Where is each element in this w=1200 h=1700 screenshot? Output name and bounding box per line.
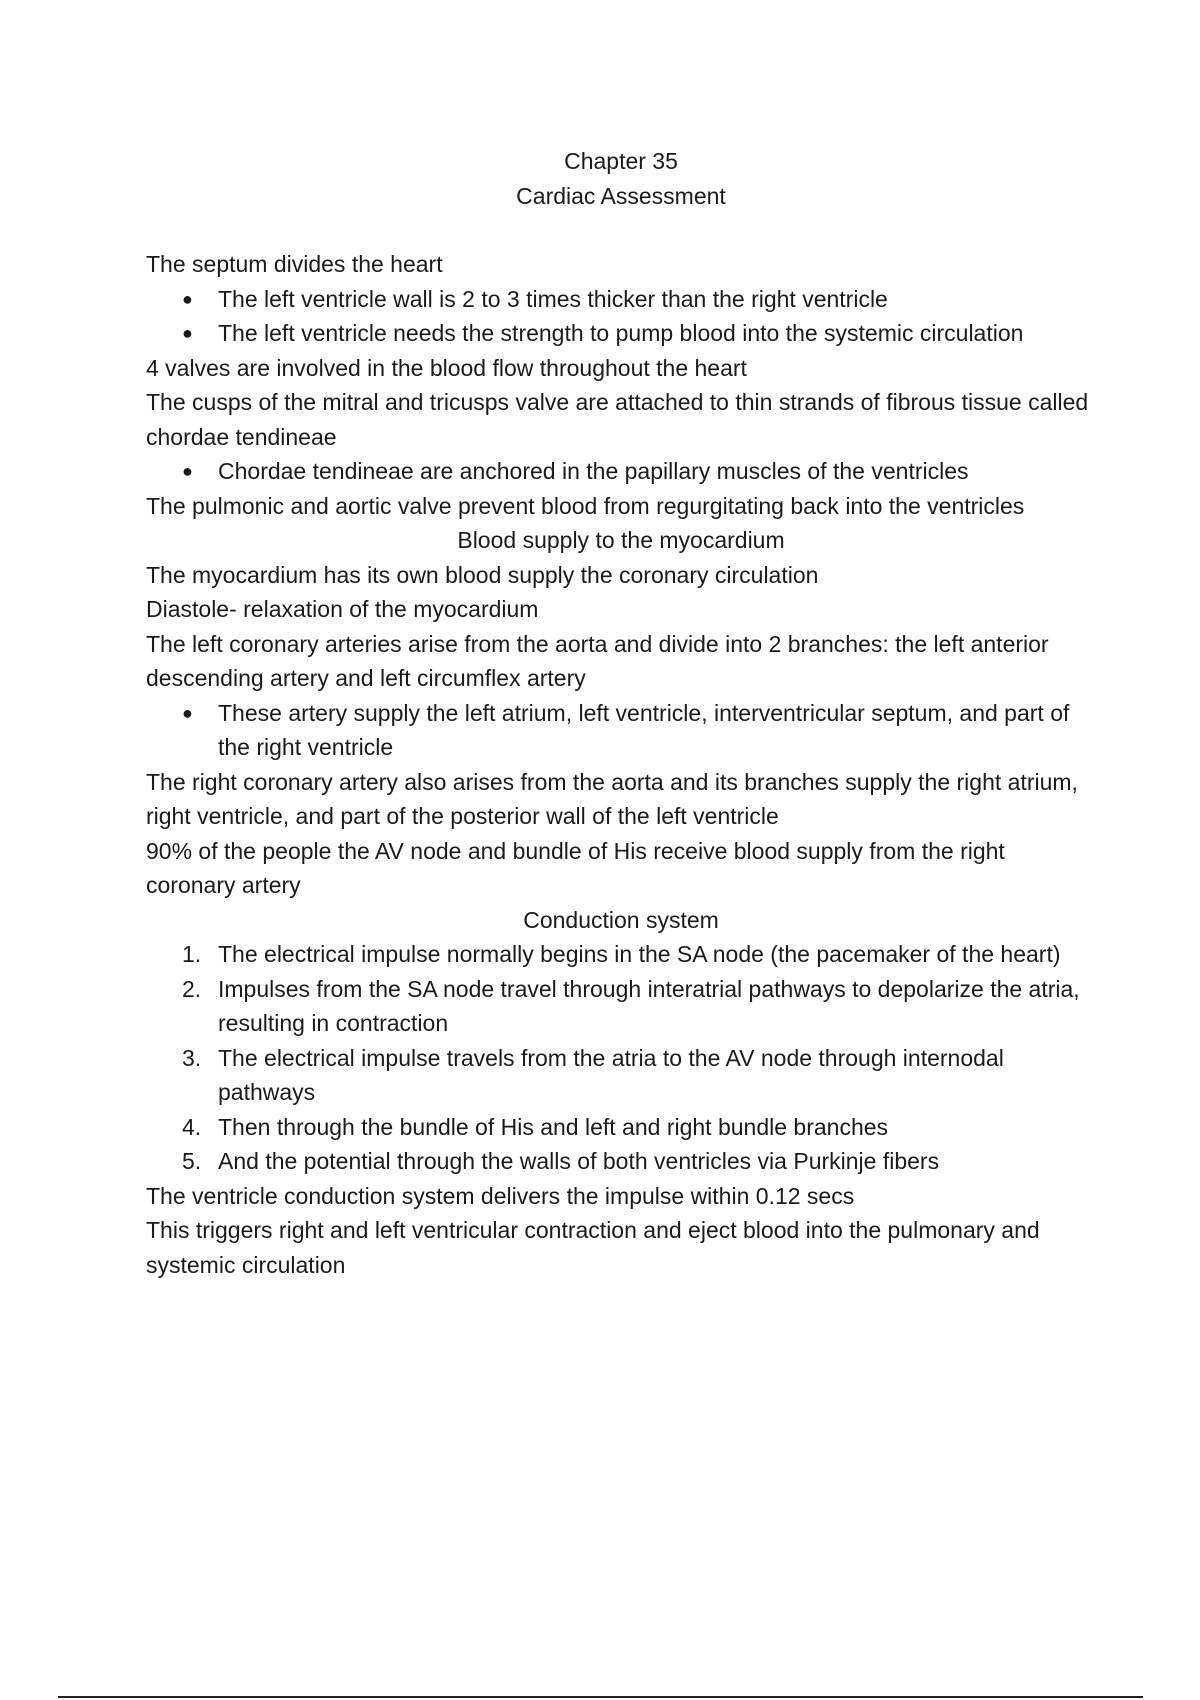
numbered-list-conduction [146,937,1096,1179]
list-number: 1. [182,941,202,967]
paragraph-pulmonic: The pulmonic and aortic valve prevent blood from regurgitating back into the ventricles [146,492,1025,519]
paragraph-valves: 4 valves are involved in the blood flow throughout the heart [146,354,747,381]
list-item-text: The electrical impulse travels from the atria to the AV node through internodal pathways [218,1044,1004,1105]
bullet-icon: ● [182,288,193,309]
list-item [146,937,1096,972]
list-item [146,696,1096,765]
list-number: 2. [182,975,202,1002]
list-item [146,282,1096,317]
paragraph-av-node: 90% of the people the AV node and bundle of His receive blood supply from the right coronary artery [146,837,1005,898]
list-number: 3. [182,1044,202,1071]
list-number: 5. [182,1148,202,1174]
list-item-text: The left ventricle wall is 2 to 3 times thicker than the right ventricle [218,285,888,312]
paragraph-septum: The septum divides the heart [146,251,443,277]
list-item [146,1041,1096,1110]
paragraph-diastole: Diastole- relaxation of the myocardium [146,596,539,622]
paragraph-right-coronary: The right coronary artery also arises from the aorta and its branches supply the right atrium, right ventricle, and part of the posterior wall of the left ventricle [146,768,1078,829]
paragraph-myocardium: The myocardium has its own blood supply the coronary circulation [146,561,819,588]
title-block [146,144,1096,213]
list-item-text: And the potential through the walls of both ventricles via Purkinje fibers [218,1148,940,1174]
paragraph-cusps: The cusps of the mitral and tricusps valve are attached to thin strands of fibrous tissue called chordae tendineae [146,389,1089,450]
bullet-icon: ● [182,461,193,481]
list-item-text: The electrical impulse normally begins in the SA node (the pacemaker of the heart) [218,941,1061,967]
bullet-icon: ● [182,323,193,343]
bullet-list-ventricle [146,282,1096,351]
bullet-icon: ● [182,702,193,723]
bullet-list-artery-supply [146,696,1096,765]
list-item [146,454,1096,489]
list-item-text: These artery supply the left atrium, left ventricle, interventricular septum, and part of the right ventricle [218,699,1070,760]
list-item-text: Then through the bundle of His and left and right bundle branches [218,1113,889,1140]
document-page [146,144,1096,1282]
paragraph-left-coronary: The left coronary arteries arise from the aorta and divide into 2 branches: the left anterior descending artery and left circumflex artery [146,630,1049,691]
list-number: 4. [182,1113,202,1140]
paragraph-contraction: This triggers right and left ventricular contraction and eject blood into the pulmonary and systemic circulation [146,1217,1040,1278]
chapter-title: Cardiac Assessment [516,182,726,209]
section-heading-conduction: Conduction system [523,906,719,933]
section-heading-blood-supply: Blood supply to the myocardium [457,527,785,553]
list-item [146,1144,1096,1179]
footer-divider [58,1696,1143,1698]
list-item-text: Chordae tendineae are anchored in the papillary muscles of the ventricles [218,458,969,484]
list-item [146,972,1096,1041]
list-item-text: The left ventricle needs the strength to pump blood into the systemic circulation [218,320,1024,346]
list-item [146,1110,1096,1145]
list-item-text: Impulses from the SA node travel through interatrial pathways to depolarize the atria, resulting in contraction [218,975,1080,1036]
chapter-number: Chapter 35 [564,148,678,174]
paragraph-ventricle-conduction: The ventricle conduction system delivers the impulse within 0.12 secs [146,1182,855,1209]
bullet-list-chordae [146,454,1096,489]
list-item [146,316,1096,351]
